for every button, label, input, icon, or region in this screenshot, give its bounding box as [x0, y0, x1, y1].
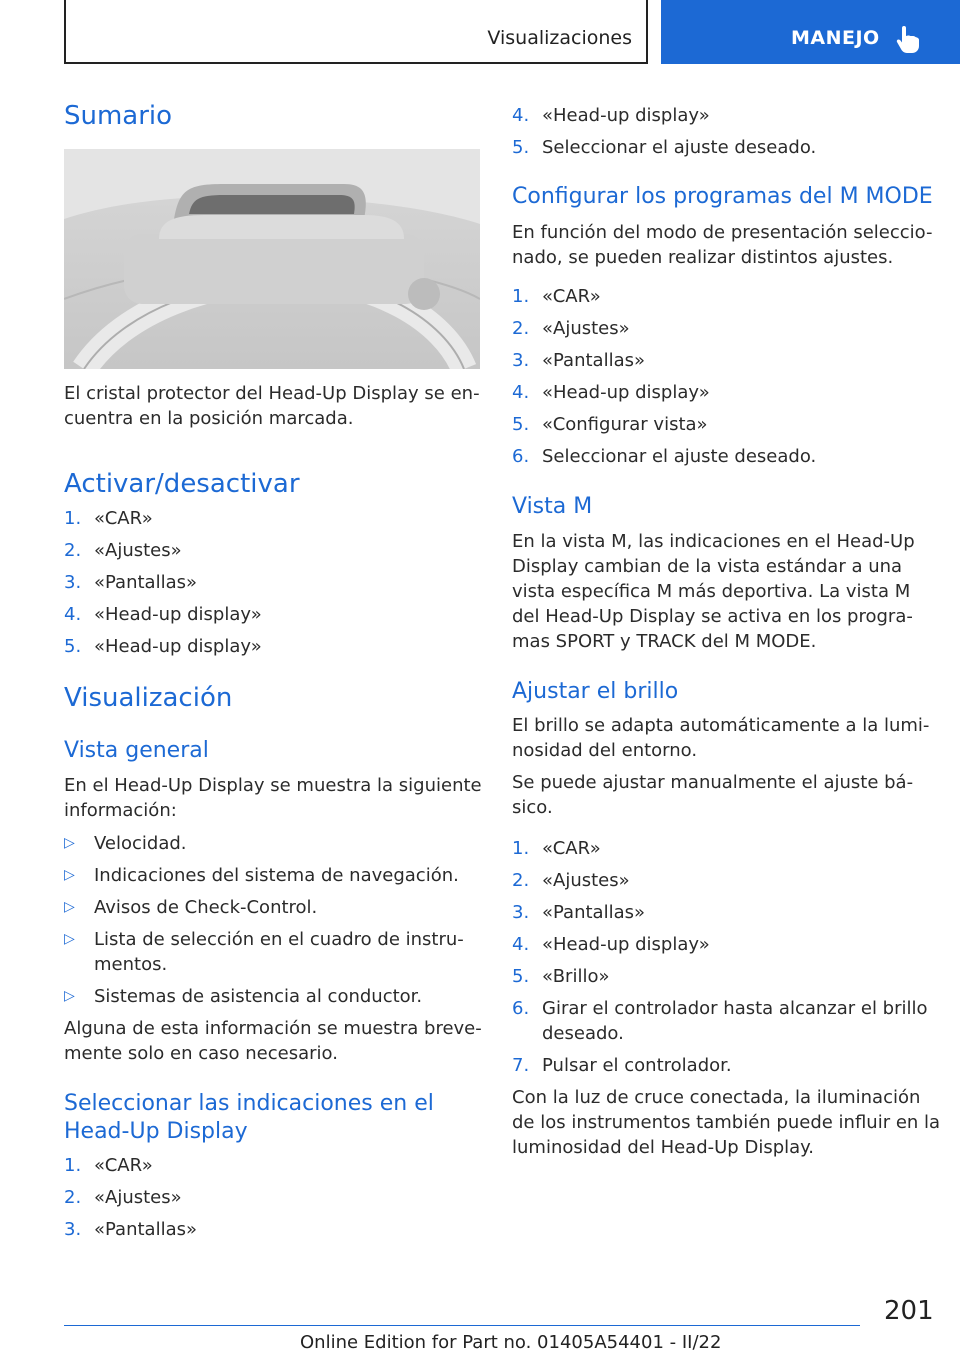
- page-number: 201: [884, 1296, 934, 1326]
- vista-general-title: Vista general: [64, 738, 209, 763]
- brillo-text2: Se puede ajustar manualmente el ajuste bá- sico.: [512, 772, 914, 818]
- mmode-title: Configurar los programas del M MODE: [512, 184, 933, 209]
- vista-general-intro: En el Head-Up Display se muestra la siguiente información:: [64, 775, 482, 821]
- vistam-text: En la vista M, las indicaciones en el Head-Up Display cambian de la vista estándar a una vista específica M más deportiva. La vista M del Head-Up Display se activa en los progra- mas SPORT y TRACK del M MODE.: [512, 531, 915, 652]
- mmode-intro: En función del modo de presentación seleccio- nado, se pueden realizar distintos ajustes.: [512, 222, 933, 268]
- vistam-title: Vista M: [512, 494, 593, 519]
- figure-caption: El cristal protector del Head-Up Display se en- cuentra en la posición marcada.: [64, 383, 480, 429]
- seleccionar-title: Seleccionar las indicaciones en el Head-Up Display: [64, 1091, 434, 1144]
- triangle-bullet-icon: ▷: [64, 835, 75, 851]
- triangle-bullet-icon: ▷: [64, 988, 75, 1004]
- header-section-title: Visualizaciones: [487, 27, 632, 49]
- sumario-title: Sumario: [64, 101, 173, 131]
- visualizacion-title: Visualización: [64, 683, 233, 713]
- header-chapter-box: [661, 0, 960, 64]
- triangle-bullet-icon: ▷: [64, 931, 75, 947]
- bullets-note: Alguna de esta información se muestra breve- mente solo en caso necesario.: [64, 1018, 482, 1064]
- header-section-box: [64, 0, 648, 64]
- head-up-display-figure: [64, 149, 480, 369]
- brillo-note: Con la luz de cruce conectada, la iluminación de los instrumentos también puede influir en la luminosidad del Head-Up Display.: [512, 1087, 941, 1158]
- header-chapter-title: MANEJO: [791, 27, 880, 49]
- footer-edition: Online Edition for Part no. 01405A54401 - II/22: [300, 1332, 722, 1353]
- brillo-title: Ajustar el brillo: [512, 679, 679, 704]
- footer-divider: [64, 1325, 860, 1326]
- triangle-bullet-icon: ▷: [64, 867, 75, 883]
- triangle-bullet-icon: ▷: [64, 899, 75, 915]
- activar-title: Activar/desactivar: [64, 469, 300, 499]
- hand-pointer-icon: [895, 24, 921, 54]
- brillo-text1: El brillo se adapta automáticamente a la lumi- nosidad del entorno.: [512, 715, 930, 761]
